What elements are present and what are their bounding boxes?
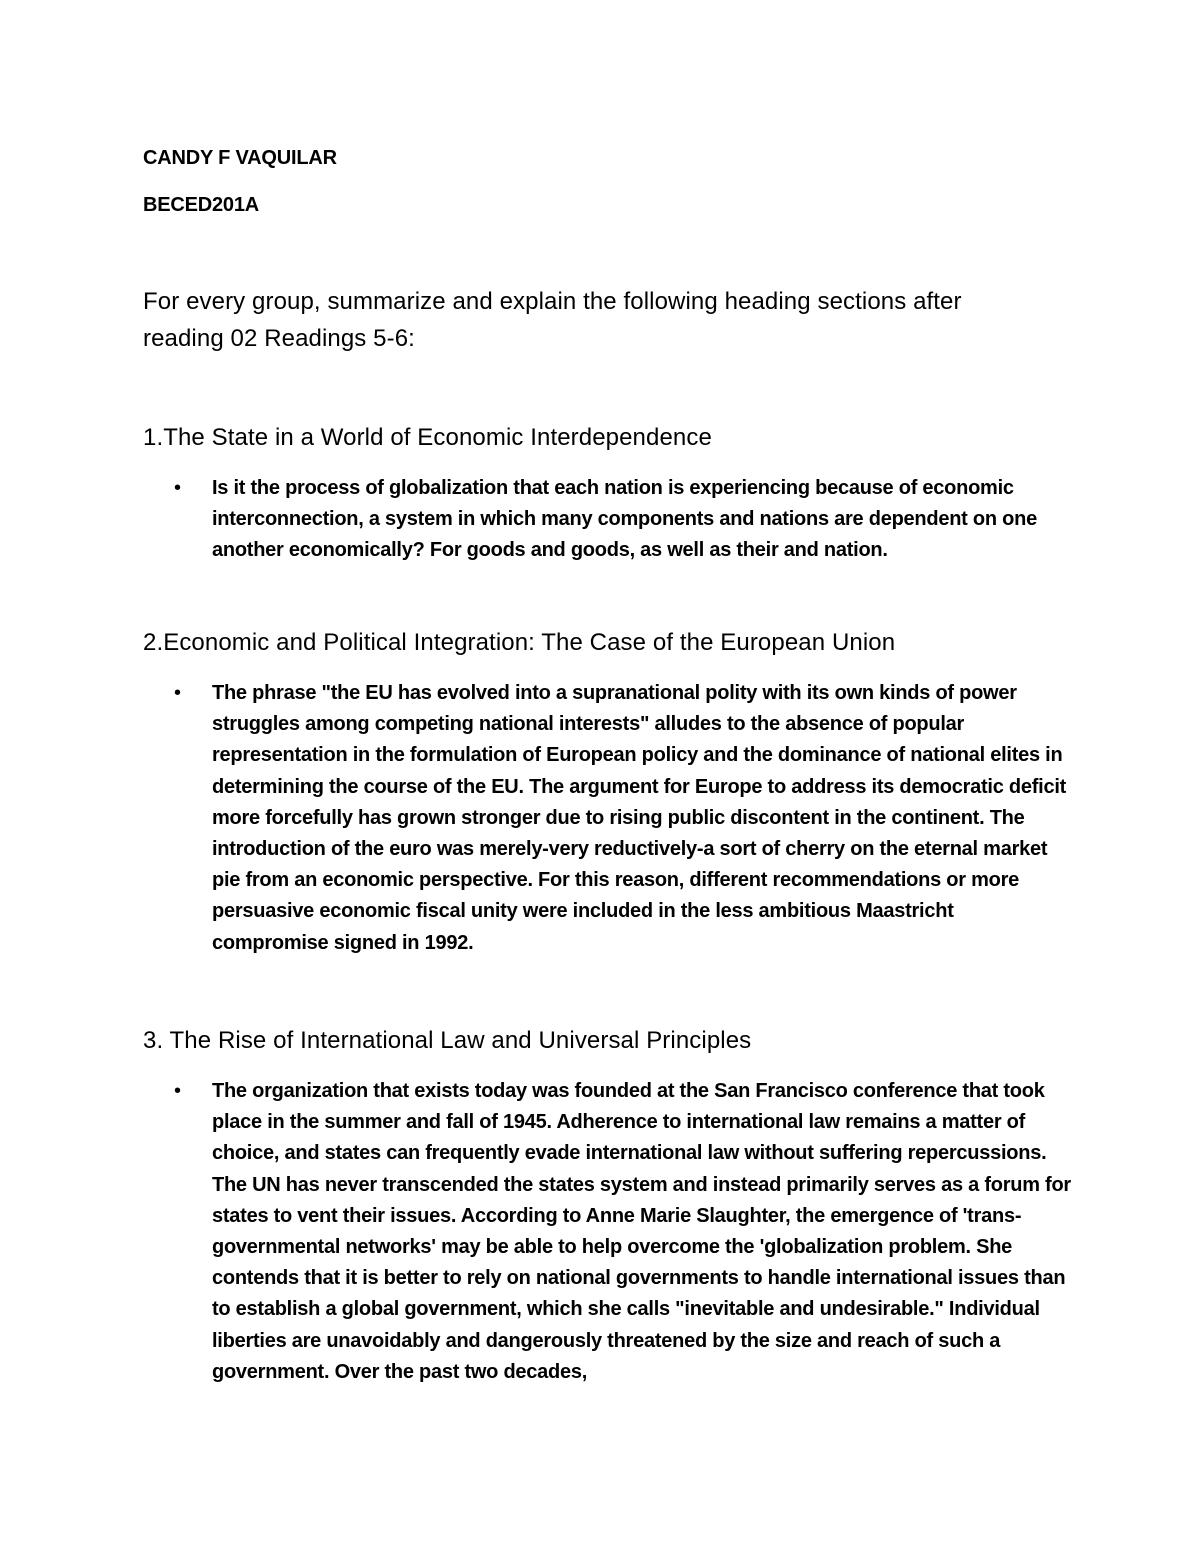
section-paragraph: The organization that exists today was founded at the San Francisco conference that took place in the summer and fall of 1945. Adherence to international law remains a matter of choice, and states can frequently evade international law without suffering repercussions. The UN has never transcended the states system and instead primarily serves as a forum for states to vent their issues. According to Anne Marie Slaughter, the emergence of 'trans-governmental networks' may be able to help overcome the 'globalization problem. She contends that it is better to rely on national governments to handle international issues than to establish a global government, which she calls "inevitable and undesirable." Individual liberties are unavoidably and dangerously threatened by the size and reach of such a government. Over the past two decades, (212, 1080, 1071, 1383)
course-code: BECED201A (143, 194, 260, 216)
section-paragraph: Is it the process of globalization that each nation is experiencing because of economic interconnection, a system in which many components and nations are dependent on one another economically? For goods and goods, as well as their and nation. (212, 477, 1037, 562)
author-name: CANDY F VAQUILAR (143, 147, 337, 169)
bullet-icon: • (174, 682, 182, 704)
section-heading: 1.The State in a World of Economic Interdependence (143, 424, 712, 451)
section-paragraph: The phrase "the EU has evolved into a supranational polity with its own kinds of power struggles among competing national interests" alludes to the absence of popular representation in the formulation of European policy and the dominance of national elites in determining the course of the EU. The argument for Europe to address its democratic deficit more forcefully has grown stronger due to rising public discontent in the continent. The introduction of the euro was merely-very reductively-a sort of cherry on the eternal market pie from an economic perspective. For this reason, different recommendations or more persuasive economic fiscal unity were included in the less ambitious Maastricht compromise signed in 1992. (212, 682, 1067, 954)
section-heading: 2.Economic and Political Integration: The Case of the European Union (143, 629, 896, 656)
section-heading: 3. The Rise of International Law and Universal Principles (143, 1027, 752, 1054)
instruction-prompt: For every group, summarize and explain the following heading sections after reading 02 Readings 5-6: (143, 288, 962, 352)
bullet-icon: • (174, 1080, 182, 1102)
bullet-icon: • (174, 477, 182, 499)
